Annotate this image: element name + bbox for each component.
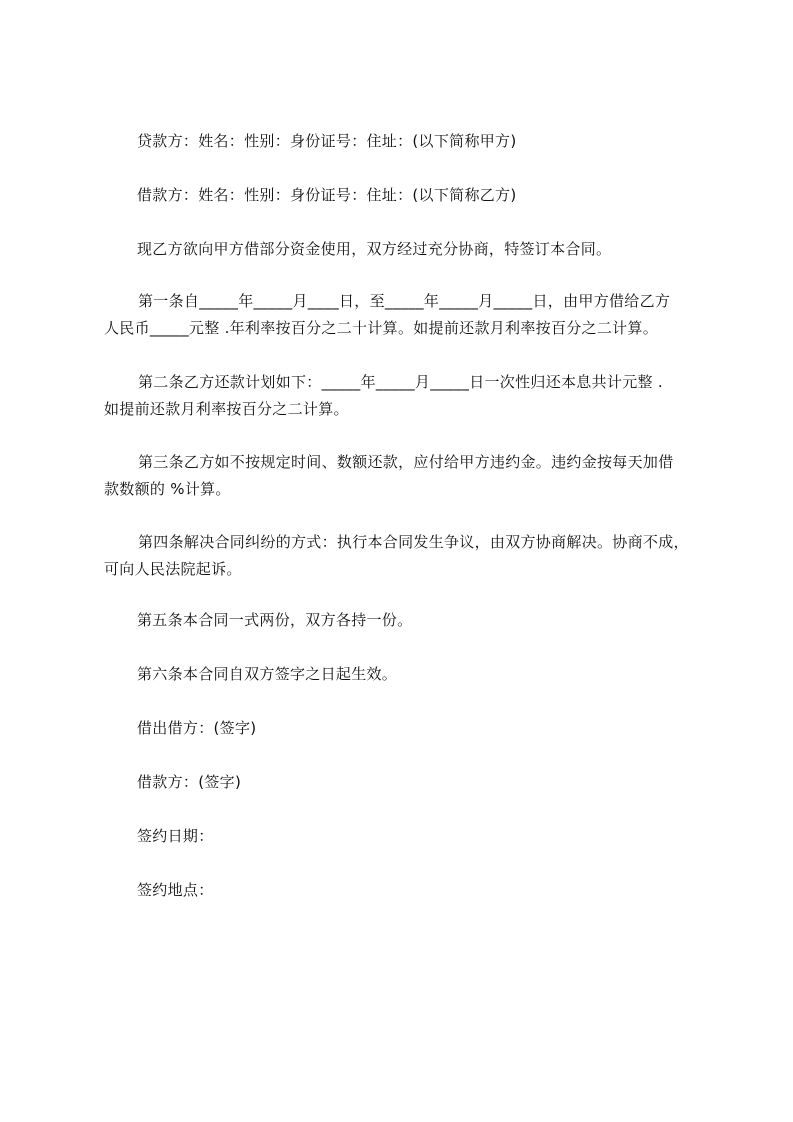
article-4-line-2: 可向人民法院起诉。 bbox=[104, 560, 242, 578]
article-4 bbox=[104, 529, 704, 583]
article-1 bbox=[104, 288, 704, 342]
article-3-line-1: 第三条乙方如不按规定时间、数额还款，应付给甲方违约金。违约金按每天加借 bbox=[138, 453, 674, 471]
borrower-signature-line: 借款方：(签字) bbox=[137, 773, 242, 791]
sign-date-line: 签约日期： bbox=[137, 827, 214, 845]
article-2-line-2: 如提前还款月利率按百分之二计算。 bbox=[104, 400, 349, 418]
article-5: 第五条本合同一式两份，双方各持一份。 bbox=[137, 611, 413, 629]
article-6: 第六条本合同自双方签字之日起生效。 bbox=[137, 665, 398, 683]
contract-intro: 现乙方欲向甲方借部分资金使用，双方经过充分协商，特签订本合同。 bbox=[137, 240, 612, 258]
article-2 bbox=[104, 369, 704, 423]
lender-signature-line: 借出借方：(签字) bbox=[137, 719, 257, 737]
sign-place-line: 签约地点： bbox=[137, 881, 214, 899]
article-3 bbox=[104, 449, 704, 503]
borrower-info-line: 借款方：姓名：性别：身份证号：住址：(以下简称乙方) bbox=[137, 186, 517, 204]
article-4-line-1: 第四条解决合同纠纷的方式：执行本合同发生争议，由双方协商解决。协商不成， bbox=[138, 533, 689, 551]
article-1-line-2: 人民币_____元整 .年利率按百分之二十计算。如提前还款月利率按百分之二计算。 bbox=[104, 319, 659, 337]
lender-info-line: 贷款方：姓名：性别：身份证号：住址：(以下简称甲方) bbox=[137, 132, 517, 150]
article-1-line-1: 第一条自_____年_____月____日，至_____年_____月_____日，由甲方借给乙方 bbox=[138, 292, 671, 310]
article-3-line-2: 款数额的 %计算。 bbox=[104, 480, 231, 498]
article-2-line-1: 第二条乙方还款计划如下：_____年_____月_____日一次性归还本息共计元整 . bbox=[138, 373, 663, 391]
